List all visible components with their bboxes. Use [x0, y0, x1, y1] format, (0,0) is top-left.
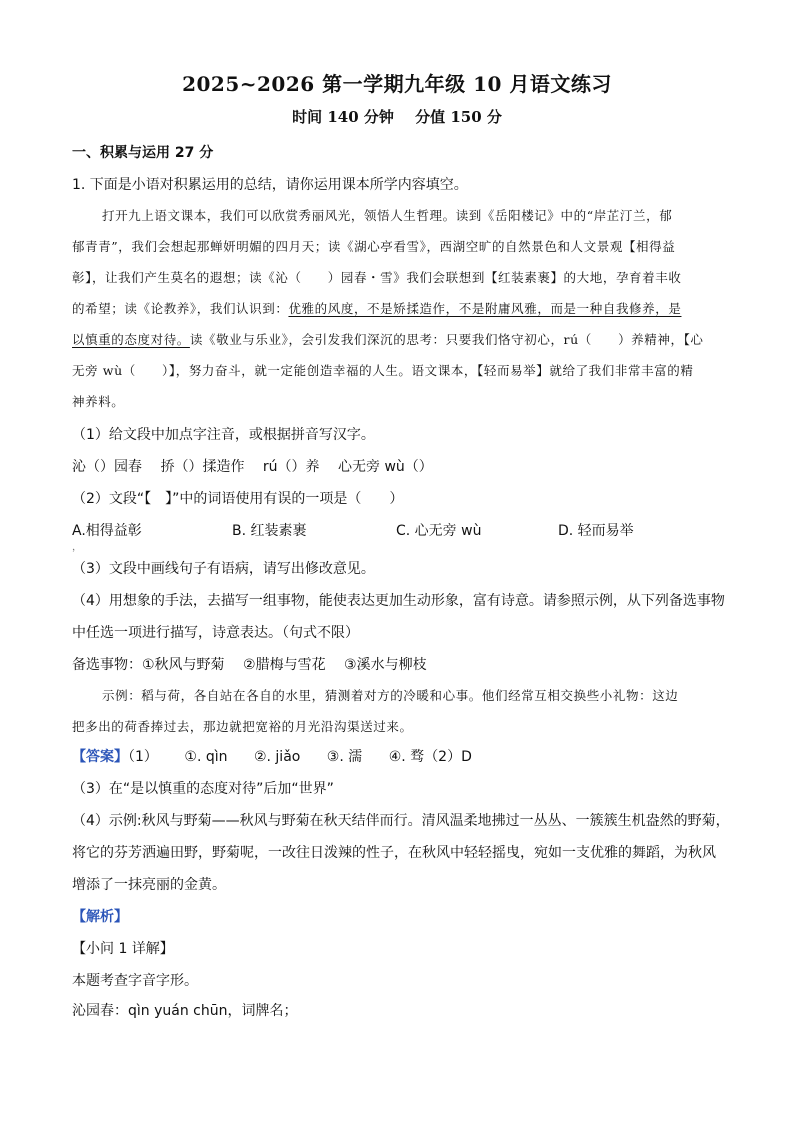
passage-line	[72, 299, 722, 317]
passage-line: 郁青青”，我们会想起那蝉妍明媚的四月天；读《湖心亭看雪》，西湖空旷的自然景色和人文景观【相得益	[72, 239, 676, 254]
answer-part-1: （1）	[128, 749, 158, 765]
answer-part-3: （3）在“是以慎重的态度对待”后加“世界”	[72, 781, 334, 797]
candidates-label: 备选事物：	[72, 657, 142, 673]
option-a: A.相得益彰	[72, 523, 142, 539]
options-row	[72, 520, 722, 540]
underlined-sentence: 优雅的风度，不是矫揉造作，不是附庸风雅，而是一种自我修养，是	[288, 301, 682, 316]
sub-question-3: （3）文段中画线句子有语病，请写出修改意见。	[72, 561, 375, 577]
sub-question-4: （4）用想象的手法，去描写一组事物，能使表达更加生动形象，富有诗意。请参照示例，从下列备选事物	[72, 593, 725, 609]
passage-line: 彰】，让我们产生莫名的遐想；读《沁（ ）园春・雪》我们会联想到【红装素裹】的大地，孕育着丰收	[72, 270, 682, 285]
passage-line	[72, 330, 722, 348]
answer-part-2: （2）D	[424, 749, 472, 765]
page-title: 2025~2026 第一学期九年级 10 月语文练习	[182, 72, 612, 96]
example-line: 把多出的荷香捧过去，那边就把宽裕的月光沿沟渠送过来。	[72, 719, 413, 734]
underlined-sentence: 以慎重的态度对待。	[72, 332, 190, 347]
candidate: ③溪水与柳枝	[344, 657, 427, 673]
blank-item: 沁（）园春	[72, 459, 142, 475]
analysis-label: 【解析】	[72, 909, 128, 925]
analysis-text: 沁园春：qìn yuán chūn，词牌名；	[72, 1003, 298, 1019]
blank-item: rú（）养	[262, 459, 320, 475]
sub-question-1: （1）给文段中加点字注音，或根据拼音写汉字。	[72, 427, 375, 443]
section-heading: 一、积累与运用 27 分	[72, 145, 214, 161]
question-1-prompt: 1. 下面是小语对积累运用的总结，请你运用课本所学内容填空。	[72, 177, 468, 193]
option-d: D. 轻而易举	[558, 523, 634, 539]
blank-item: 心无旁 wù（）	[338, 459, 433, 475]
candidate: ②腊梅与雪花	[243, 657, 326, 673]
exam-score: 分值 150 分	[415, 108, 502, 126]
exam-info	[0, 106, 794, 127]
passage-text: 的希望；读《论教养》，我们认识到：	[72, 301, 289, 316]
sub-question-4-cont: 中任选一项进行描写，诗意表达。（句式不限）	[72, 625, 359, 641]
analysis-text: 本题考查字音字形。	[72, 973, 198, 989]
answer-item: ②. jiǎo	[253, 749, 301, 765]
answer-item: ③. 濡	[326, 749, 363, 765]
analysis-sub-label: 【小问 1 详解】	[72, 941, 174, 957]
answer-item: ①. qìn	[184, 749, 228, 765]
answer-part-4-cont: 增添了一抹亮丽的金黄。	[72, 877, 226, 893]
answer-row	[72, 746, 722, 766]
passage-line: 打开九上语文课本，我们可以欣赏秀丽风光，领悟人生哲理。读到《岳阳楼记》中的“岸芷汀兰，郁	[102, 208, 673, 223]
option-b: B. 红装素裹	[232, 523, 307, 539]
sub-question-1-items	[72, 456, 722, 476]
stray-mark: ，	[72, 542, 82, 553]
passage-line: 无旁 wù（ ）】，努力奋斗，就一定能创造幸福的人生。语文课本，【轻而易举】就给了我们非常丰富的精	[72, 363, 694, 378]
exam-time: 时间 140 分钟	[292, 108, 394, 126]
answer-part-4: （4）示例:秋风与野菊——秋风与野菊在秋天结伴而行。清风温柔地拂过一丛丛、一簇簇生机盎然的野菊，	[72, 813, 730, 829]
blank-item: 挢（）揉造作	[160, 459, 245, 475]
answer-label: 【答案】	[72, 749, 128, 765]
candidate: ①秋风与野菊	[142, 657, 225, 673]
sub-question-2: （2）文段“【 】”中的词语使用有误的一项是（ ）	[72, 491, 404, 507]
example-line: 示例：稻与荷，各自站在各自的水里，猜测着对方的冷暖和心事。他们经常互相交换些小礼物：这边	[102, 688, 679, 703]
option-c: C. 心无旁 wù	[396, 523, 482, 539]
answer-part-4-cont: 将它的芬芳洒遍田野，野菊呢，一改往日泼辣的性子，在秋风中轻轻摇曳，宛如一支优雅的舞蹈，为秋风	[72, 845, 716, 861]
candidate-items	[72, 654, 722, 674]
passage-text: 读《敬业与乐业》，会引发我们深沉的思考：只要我们恪守初心，rú（ ）养精神，【心	[189, 332, 704, 347]
answer-item: ④. 骛	[388, 749, 425, 765]
passage-line: 神养料。	[72, 394, 125, 409]
